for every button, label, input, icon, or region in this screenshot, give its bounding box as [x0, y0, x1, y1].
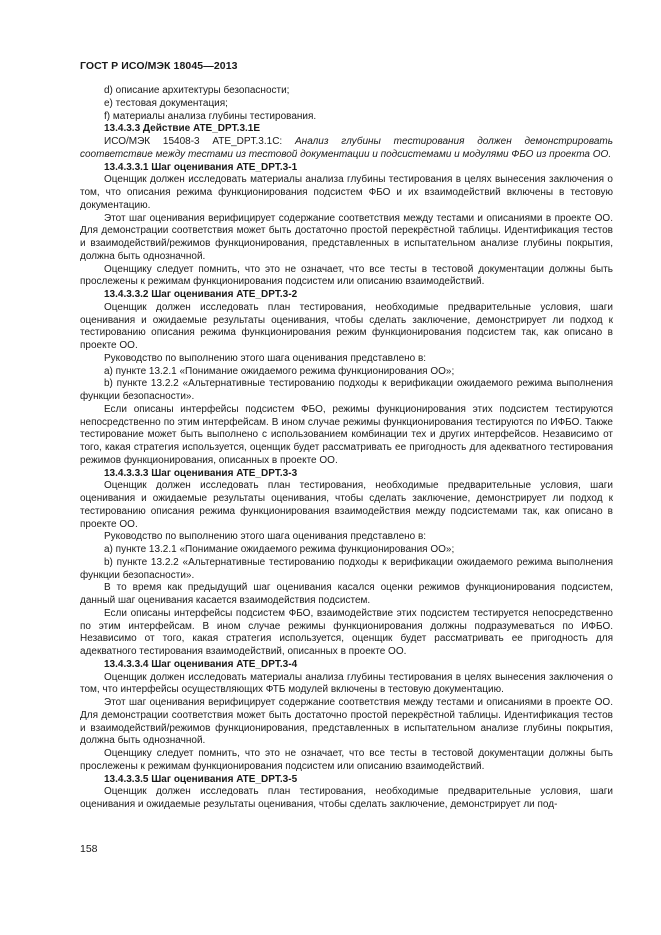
paragraph: Оценщик должен исследовать материалы анализа глубины тестирования в целях вынесения заключения о том, что интерфейсы осуществляющих ФТБ модулей включены в тестовую документацию.	[80, 671, 613, 696]
list-item: d) описание архитектуры безопасности;	[104, 85, 290, 96]
section-heading: 13.4.3.3.2 Шаг оценивания ATE_DPT.3-2	[104, 289, 298, 300]
standard-reference: ИСО/МЭК 15408-3 ATE_DPT.3.1С:	[104, 136, 296, 147]
section-heading: 13.4.3.3 Действие ATE_DPT.3.1E	[104, 123, 261, 135]
page-number: 158	[80, 843, 98, 855]
paragraph: В то время как предыдущий шаг оценивания касался оценки режимов функционирования подсистем, данный шаг оценивания касается взаимодействия подсистем.	[80, 582, 613, 606]
paragraph: Руководство по выполнению этого шага оценивания представлено в:	[104, 352, 427, 364]
section-heading: 13.4.3.3.4 Шаг оценивания ATE_DPT.3-4	[104, 658, 298, 670]
paragraph: Если описаны интерфейсы подсистем ФБО, режимы функционирования этих подсистем тестируются непосредственно по этим интерфейсам. В ином случае режимы функционирования тестируются по ИФБО. Также тестирование может быть выполнено с использованием комбинации тех и других интерфейсов. Независимо от того, какая стратегия используется, оценщик будет рассматривать ее пригодность для адекватного тестирования режимов функционирования, описанных в проекте ОО.	[80, 403, 613, 466]
requirement-text: Анализ глубины тестирования должен демонстрировать соответствие между тестами из тестовой документации и подсистемами и модулями ФБО из проекта ОО.	[80, 136, 613, 160]
paragraph: Если описаны интерфейсы подсистем ФБО, взаимодействие этих подсистем тестируется непосредственно по этим интерфейсам. В ином случае режимы функционирования должны подразумеваться по ИФБО. Независимо от того, какая стратегия используется, оценщик будет рассматривать ее пригодность для адекватного тестирования взаимодействий, описанных в проекте ОО.	[80, 607, 613, 657]
paragraph	[80, 136, 613, 162]
paragraph: Руководство по выполнению этого шага оценивания представлено в:	[104, 531, 427, 543]
paragraph: Оценщику следует помнить, что это не означает, что все тесты в тестовой документации должны быть прослежены к режимам функционирования подсистем или описанию взаимодействий.	[80, 263, 613, 288]
paragraph: Оценщику следует помнить, что это не означает, что все тесты в тестовой документации должны быть прослежены к режимам функционирования подсистем или описанию взаимодействий.	[80, 748, 613, 772]
paragraph: Этот шаг оценивания верифицирует содержание соответствия между тестами и описаниями в проекте ОО. Для демонстрации соответствия может быть достаточно простой перекрёстной таблицы. Идентификация тестов и взаимодействий/режимов функционирования, представленных в испытательном анализе глубины покрытия, должна быть однозначной.	[80, 212, 613, 262]
section-heading: 13.4.3.3.1 Шаг оценивания ATE_DPT.3-1	[104, 161, 298, 173]
section-heading: 13.4.3.3.5 Шаг оценивания ATE_DPT.3-5	[104, 773, 298, 785]
list-item: e) тестовая документация;	[104, 97, 228, 109]
list-item: b) пункте 13.2.2 «Альтернативные тестированию подходы к верификации ожидаемого режима выполнения функции безопасности».	[80, 556, 613, 581]
section-heading: 13.4.3.3.3 Шаг оценивания ATE_DPT.3-3	[104, 467, 298, 479]
paragraph: Этот шаг оценивания верифицирует содержание соответствия между тестами и описаниями в проекте ОО. Для демонстрации соответствия может быть достаточно простой перекрёстной таблицы. Идентификация тестов и взаимодействий/режимов функционирования, представленных в испытательном анализе глубины покрытия, должна быть однозначной.	[80, 697, 613, 747]
list-item: a) пункте 13.2.1 «Понимание ожидаемого режима функционирования ОО»;	[104, 544, 455, 555]
paragraph: Оценщик должен исследовать материалы анализа глубины тестирования в целях вынесения заключения о том, что описания режима функционирования подсистем ФБО и их взаимодействий включены в тестовую документацию.	[80, 174, 613, 211]
list-item: f) материалы анализа глубины тестирования.	[104, 110, 317, 122]
list-item: a) пункте 13.2.1 «Понимание ожидаемого режима функционирования ОО»;	[104, 365, 455, 377]
paragraph: Оценщик должен исследовать план тестирования, необходимые предварительные условия, шаги оценивания и ожидаемые результаты оценивания, чтобы сделать заключение, демонстрирует ли подход к тестированию описания режима функционирования взаимодействия между подсистемами так, как описано в проекте ОО.	[80, 480, 613, 530]
paragraph: Оценщик должен исследовать план тестирования, необходимые предварительные условия, шаги оценивания и ожидаемые результаты оценивания, чтобы сделать заключение, демонстрирует ли подход к тестированию описания режима функционирования режим функционирования подсистем так, как описано в проекте ОО.	[80, 301, 613, 351]
paragraph: Оценщик должен исследовать план тестирования, необходимые предварительные условия, шаги оценивания и ожидаемые результаты оценивания, чтобы сделать заключение, демонстрирует ли под-	[80, 786, 613, 810]
document-header: ГОСТ Р ИСО/МЭК 18045—2013	[80, 60, 238, 72]
document-body	[80, 85, 613, 812]
list-item: b) пункте 13.2.2 «Альтернативные тестированию подходы к верификации ожидаемого режима выполнения функции безопасности».	[80, 378, 613, 402]
